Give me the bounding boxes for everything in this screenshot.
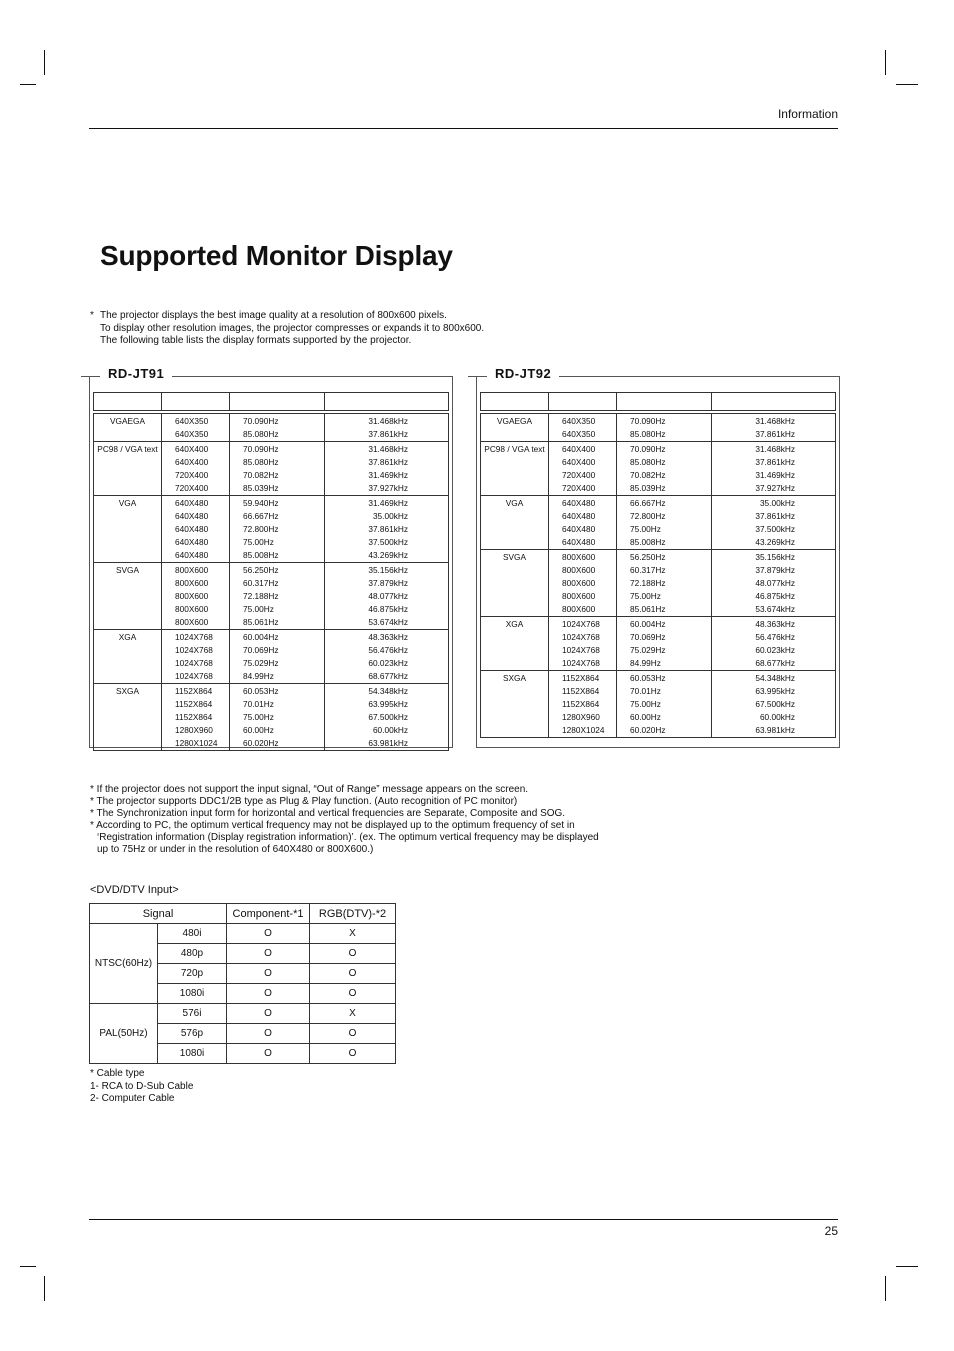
value-text: 37.879kHz: [755, 565, 795, 575]
h-frequency-cell: [617, 442, 712, 496]
value-text: 640X350: [562, 429, 596, 439]
value-text: 37.927kHz: [368, 483, 408, 493]
rgb-cell: O: [310, 1024, 396, 1044]
value-text: 70.090Hz: [630, 444, 666, 454]
crop-mark: [885, 1276, 886, 1301]
value-text: 60.004Hz: [630, 619, 666, 629]
crop-mark: [896, 84, 918, 85]
value-text: 53.674kHz: [368, 617, 408, 627]
value-text: 31.468kHz: [368, 444, 408, 454]
mode-cell: SXGA: [481, 671, 549, 738]
rd-jt91-title: RD-JT91: [100, 366, 172, 381]
mode-cell: SXGA: [94, 684, 162, 751]
value-text: 800X600: [175, 591, 209, 601]
value-text: 1024X768: [175, 671, 213, 681]
table-row: [94, 563, 449, 630]
value-text: 720X400: [562, 483, 596, 493]
value-text: 75.029Hz: [630, 645, 666, 655]
value-text: 67.500kHz: [755, 699, 795, 709]
rgb-cell: O: [310, 984, 396, 1004]
value-text: 48.077kHz: [755, 578, 795, 588]
value-text: 1024X768: [175, 645, 213, 655]
h-frequency-cell: [230, 684, 325, 751]
cable-item: 1- RCA to D-Sub Cable: [90, 1080, 194, 1092]
table-row: [481, 442, 836, 496]
value-text: 75.00Hz: [630, 699, 661, 709]
value-text: 35.156kHz: [368, 565, 408, 575]
component-cell: O: [227, 944, 310, 964]
dvd-body: [90, 924, 396, 1064]
value-text: 720X400: [175, 483, 209, 493]
value-text: 43.269kHz: [755, 537, 795, 547]
value-text: 63.981kHz: [368, 738, 408, 748]
rd-jt92-title: RD-JT92: [487, 366, 559, 381]
value-text: 68.677kHz: [368, 671, 408, 681]
value-text: 56.250Hz: [243, 565, 279, 575]
value-text: 640X350: [562, 416, 596, 426]
resolution-cell: [162, 563, 230, 630]
rd-jt92-panel: [476, 366, 840, 748]
value-text: 60.00Hz: [630, 712, 661, 722]
v-frequency-cell: [712, 414, 836, 442]
value-text: 85.080Hz: [243, 457, 279, 467]
column-header: [94, 393, 162, 411]
value-text: 60.00kHz: [759, 712, 795, 722]
value-text: 640X400: [175, 444, 209, 454]
table-row: [94, 684, 449, 751]
value-text: 640X350: [175, 429, 209, 439]
header-rule: [89, 128, 838, 129]
signal-group-cell: PAL(50Hz): [90, 1004, 158, 1064]
column-header: [481, 393, 549, 411]
value-text: 60.00kHz: [372, 725, 408, 735]
rd-jt91-panel: [89, 366, 453, 748]
value-text: 720X400: [175, 470, 209, 480]
value-text: 37.861kHz: [368, 429, 408, 439]
table-row: [481, 617, 836, 671]
value-text: 37.500kHz: [755, 524, 795, 534]
value-text: 63.995kHz: [755, 686, 795, 696]
crop-mark: [44, 50, 45, 75]
value-text: 60.053Hz: [243, 686, 279, 696]
component-cell: O: [227, 1044, 310, 1064]
cable-title: * Cable type: [90, 1068, 145, 1079]
value-text: 37.927kHz: [755, 483, 795, 493]
value-text: 72.800Hz: [630, 511, 666, 521]
intro-line: To display other resolution images, the projector compresses or expands it to 800x600.: [100, 322, 485, 334]
table-row: [481, 550, 836, 617]
value-text: 46.875kHz: [755, 591, 795, 601]
h-frequency-cell: [617, 671, 712, 738]
signal-cell: 1080i: [158, 984, 227, 1004]
value-text: 53.674kHz: [755, 604, 795, 614]
v-frequency-cell: [325, 630, 449, 684]
value-text: 37.879kHz: [368, 578, 408, 588]
value-text: 31.468kHz: [755, 416, 795, 426]
rd-jt91-table: [93, 392, 449, 751]
signal-group-cell: NTSC(60Hz): [90, 924, 158, 1004]
component-cell: O: [227, 984, 310, 1004]
value-text: 1152X864: [175, 699, 213, 709]
column-header: [325, 393, 449, 411]
footer-rule: [89, 1219, 838, 1220]
mode-cell: SVGA: [481, 550, 549, 617]
component-cell: O: [227, 1024, 310, 1044]
note-line: * The projector supports DDC1/2B type as Plug & Play function. (Auto recognition of PC monitor): [90, 796, 518, 807]
value-text: 75.029Hz: [243, 658, 279, 668]
value-text: 66.667Hz: [630, 498, 666, 508]
value-text: 70.01Hz: [243, 699, 274, 709]
component-cell: O: [227, 1004, 310, 1024]
value-text: 70.090Hz: [630, 416, 666, 426]
resolution-cell: [162, 684, 230, 751]
value-text: 31.469kHz: [368, 498, 408, 508]
crop-mark: [885, 50, 886, 75]
resolution-cell: [162, 630, 230, 684]
value-text: 1024X768: [175, 632, 213, 642]
column-header: [230, 393, 325, 411]
mode-cell: XGA: [481, 617, 549, 671]
component-cell: O: [227, 964, 310, 984]
value-text: 1024X768: [562, 645, 600, 655]
rgb-header: RGB(DTV)-*2: [310, 904, 396, 924]
table-row: [94, 496, 449, 563]
value-text: 60.023kHz: [368, 658, 408, 668]
dvd-header-row: [90, 904, 396, 924]
value-text: 35.00kHz: [372, 511, 408, 521]
value-text: 800X600: [562, 578, 596, 588]
value-text: 54.348kHz: [368, 686, 408, 696]
value-text: 1024X768: [562, 658, 600, 668]
value-text: 72.188Hz: [243, 591, 279, 601]
value-text: 1152X864: [562, 673, 600, 683]
table-row: [94, 630, 449, 684]
rd-jt92-body: [481, 414, 836, 738]
rgb-cell: X: [310, 1004, 396, 1024]
v-frequency-cell: [325, 442, 449, 496]
resolution-cell: [162, 442, 230, 496]
value-text: 75.00Hz: [243, 537, 274, 547]
table-row: [90, 1004, 396, 1024]
table-row: [94, 414, 449, 442]
mode-cell: XGA: [94, 630, 162, 684]
crop-mark: [20, 84, 36, 85]
value-text: 640X480: [562, 537, 596, 547]
value-text: 70.01Hz: [630, 686, 661, 696]
value-text: 48.363kHz: [755, 619, 795, 629]
page-number: 25: [824, 1224, 838, 1238]
crop-mark: [20, 1266, 36, 1267]
h-frequency-cell: [617, 617, 712, 671]
table-header-row: [94, 393, 449, 411]
value-text: 56.476kHz: [368, 645, 408, 655]
value-text: 85.039Hz: [630, 483, 666, 493]
value-text: 43.269kHz: [368, 550, 408, 560]
mode-cell: PC98 / VGA text: [481, 442, 549, 496]
value-text: 75.00Hz: [243, 604, 274, 614]
value-text: 72.800Hz: [243, 524, 279, 534]
value-text: 60.020Hz: [630, 725, 666, 735]
page-title: Supported Monitor Display: [100, 240, 453, 271]
value-text: 46.875kHz: [368, 604, 408, 614]
rgb-cell: O: [310, 1044, 396, 1064]
value-text: 800X600: [562, 591, 596, 601]
value-text: 75.00Hz: [630, 524, 661, 534]
value-text: 56.250Hz: [630, 552, 666, 562]
value-text: 640X480: [562, 511, 596, 521]
value-text: 640X480: [175, 550, 209, 560]
column-header: [712, 393, 836, 411]
value-text: 640X480: [175, 524, 209, 534]
value-text: 1280X1024: [175, 738, 218, 748]
signal-cell: 576i: [158, 1004, 227, 1024]
value-text: 1152X864: [562, 699, 600, 709]
table-row: [481, 414, 836, 442]
value-text: 37.861kHz: [368, 457, 408, 467]
value-text: 37.861kHz: [368, 524, 408, 534]
value-text: 37.861kHz: [755, 511, 795, 521]
note-line: * If the projector does not support the input signal, “Out of Range” message appears on the screen.: [90, 784, 529, 795]
value-text: 85.061Hz: [630, 604, 666, 614]
resolution-cell: [549, 414, 617, 442]
v-frequency-cell: [325, 684, 449, 751]
value-text: 1280X960: [175, 725, 213, 735]
value-text: 1280X1024: [562, 725, 605, 735]
rd-jt92-table: [480, 392, 836, 738]
intro-note: [90, 310, 484, 348]
value-text: 60.317Hz: [243, 578, 279, 588]
resolution-cell: [549, 442, 617, 496]
value-text: 85.080Hz: [630, 429, 666, 439]
value-text: 54.348kHz: [755, 673, 795, 683]
value-text: 70.069Hz: [630, 632, 666, 642]
value-text: 35.00kHz: [759, 498, 795, 508]
value-text: 75.00Hz: [630, 591, 661, 601]
value-text: 85.008Hz: [630, 537, 666, 547]
value-text: 60.00Hz: [243, 725, 274, 735]
h-frequency-cell: [230, 563, 325, 630]
value-text: 56.476kHz: [755, 632, 795, 642]
value-text: 31.469kHz: [755, 470, 795, 480]
note-line: up to 75Hz or under in the resolution of 640X480 or 800X600.): [97, 844, 374, 855]
rgb-cell: O: [310, 964, 396, 984]
rd-jt91-body: [94, 414, 449, 751]
resolution-cell: [162, 414, 230, 442]
value-text: 800X600: [562, 565, 596, 575]
rgb-cell: O: [310, 944, 396, 964]
value-text: 70.090Hz: [243, 444, 279, 454]
h-frequency-cell: [230, 630, 325, 684]
component-cell: O: [227, 924, 310, 944]
resolution-cell: [549, 671, 617, 738]
h-frequency-cell: [617, 496, 712, 550]
value-text: 800X600: [175, 578, 209, 588]
mode-cell: VGA: [94, 496, 162, 563]
v-frequency-cell: [712, 442, 836, 496]
value-text: 37.500kHz: [368, 537, 408, 547]
h-frequency-cell: [617, 550, 712, 617]
dvd-table: [89, 903, 396, 1064]
signal-cell: 1080i: [158, 1044, 227, 1064]
value-text: 85.061Hz: [243, 617, 279, 627]
value-text: 48.077kHz: [368, 591, 408, 601]
intro-line: * The projector displays the best image quality at a resolution of 800x600 pixels.: [90, 310, 484, 323]
value-text: 800X600: [175, 604, 209, 614]
value-text: 640X400: [562, 457, 596, 467]
value-text: 84.99Hz: [243, 671, 274, 681]
signal-cell: 576p: [158, 1024, 227, 1044]
value-text: 1152X864: [175, 686, 213, 696]
value-text: 800X600: [175, 617, 209, 627]
v-frequency-cell: [325, 414, 449, 442]
value-text: 31.468kHz: [368, 416, 408, 426]
signal-cell: 480i: [158, 924, 227, 944]
value-text: 60.020Hz: [243, 738, 279, 748]
value-text: 72.188Hz: [630, 578, 666, 588]
value-text: 60.004Hz: [243, 632, 279, 642]
value-text: 60.317Hz: [630, 565, 666, 575]
signal-cell: 720p: [158, 964, 227, 984]
v-frequency-cell: [712, 496, 836, 550]
value-text: 48.363kHz: [368, 632, 408, 642]
table-row: [481, 671, 836, 738]
value-text: 59.940Hz: [243, 498, 279, 508]
table-header-row: [481, 393, 836, 411]
resolution-cell: [162, 496, 230, 563]
value-text: 70.082Hz: [630, 470, 666, 480]
mode-cell: SVGA: [94, 563, 162, 630]
value-text: 31.468kHz: [755, 444, 795, 454]
notes: [90, 784, 650, 856]
table-row: [481, 496, 836, 550]
value-text: 85.008Hz: [243, 550, 279, 560]
note-line: * The Synchronization input form for horizontal and vertical frequencies are Separate, Composite and SOG.: [90, 808, 566, 819]
crop-mark: [896, 1266, 918, 1267]
cable-type: [90, 1068, 193, 1106]
value-text: 640X480: [175, 511, 209, 521]
value-text: 31.469kHz: [368, 470, 408, 480]
value-text: 60.053Hz: [630, 673, 666, 683]
value-text: 70.090Hz: [243, 416, 279, 426]
h-frequency-cell: [230, 414, 325, 442]
component-header: Component-*1: [227, 904, 310, 924]
v-frequency-cell: [712, 617, 836, 671]
mode-cell: VGAEGA: [94, 414, 162, 442]
rgb-cell: X: [310, 924, 396, 944]
value-text: 720X400: [562, 470, 596, 480]
mode-cell: VGA: [481, 496, 549, 550]
value-text: 37.861kHz: [755, 457, 795, 467]
resolution-cell: [549, 496, 617, 550]
value-text: 1280X960: [562, 712, 600, 722]
value-text: 1152X864: [562, 686, 600, 696]
signal-cell: 480p: [158, 944, 227, 964]
value-text: 640X480: [175, 498, 209, 508]
value-text: 66.667Hz: [243, 511, 279, 521]
table-row: [90, 924, 396, 944]
mode-cell: PC98 / VGA text: [94, 442, 162, 496]
intro-line: The following table lists the display formats supported by the projector.: [100, 335, 412, 346]
value-text: 1152X864: [175, 712, 213, 722]
h-frequency-cell: [617, 414, 712, 442]
crop-mark: [44, 1276, 45, 1301]
value-text: 85.039Hz: [243, 483, 279, 493]
value-text: 70.082Hz: [243, 470, 279, 480]
column-header: [549, 393, 617, 411]
v-frequency-cell: [712, 671, 836, 738]
value-text: 640X480: [175, 537, 209, 547]
value-text: 63.981kHz: [755, 725, 795, 735]
cable-item: 2- Computer Cable: [90, 1093, 175, 1104]
column-header: [162, 393, 230, 411]
note-line: * According to PC, the optimum vertical frequency may not be displayed up to the optimum frequency of set in: [90, 820, 575, 831]
value-text: 640X480: [562, 498, 596, 508]
value-text: 67.500kHz: [368, 712, 408, 722]
value-text: 1024X768: [175, 658, 213, 668]
note-line: ‘Registration information (Display registration information)’. (ex. The optimum vertical frequency may be displayed: [97, 832, 599, 843]
h-frequency-cell: [230, 442, 325, 496]
value-text: 75.00Hz: [243, 712, 274, 722]
v-frequency-cell: [712, 550, 836, 617]
value-text: 35.156kHz: [755, 552, 795, 562]
value-text: 85.080Hz: [243, 429, 279, 439]
resolution-cell: [549, 550, 617, 617]
h-frequency-cell: [230, 496, 325, 563]
dvd-heading: <DVD/DTV Input>: [90, 884, 179, 896]
v-frequency-cell: [325, 563, 449, 630]
resolution-cell: [549, 617, 617, 671]
value-text: 640X400: [175, 457, 209, 467]
value-text: 1024X768: [562, 619, 600, 629]
value-text: 37.861kHz: [755, 429, 795, 439]
value-text: 800X600: [562, 552, 596, 562]
value-text: 60.023kHz: [755, 645, 795, 655]
signal-header: Signal: [90, 904, 227, 924]
value-text: 1024X768: [562, 632, 600, 642]
value-text: 70.069Hz: [243, 645, 279, 655]
value-text: 800X600: [175, 565, 209, 575]
v-frequency-cell: [325, 496, 449, 563]
value-text: 800X600: [562, 604, 596, 614]
value-text: 640X350: [175, 416, 209, 426]
section-header: Information: [777, 107, 838, 121]
value-text: 63.995kHz: [368, 699, 408, 709]
value-text: 84.99Hz: [630, 658, 661, 668]
value-text: 68.677kHz: [755, 658, 795, 668]
column-header: [617, 393, 712, 411]
mode-cell: VGAEGA: [481, 414, 549, 442]
value-text: 85.080Hz: [630, 457, 666, 467]
table-row: [94, 442, 449, 496]
value-text: 640X480: [562, 524, 596, 534]
value-text: 640X400: [562, 444, 596, 454]
